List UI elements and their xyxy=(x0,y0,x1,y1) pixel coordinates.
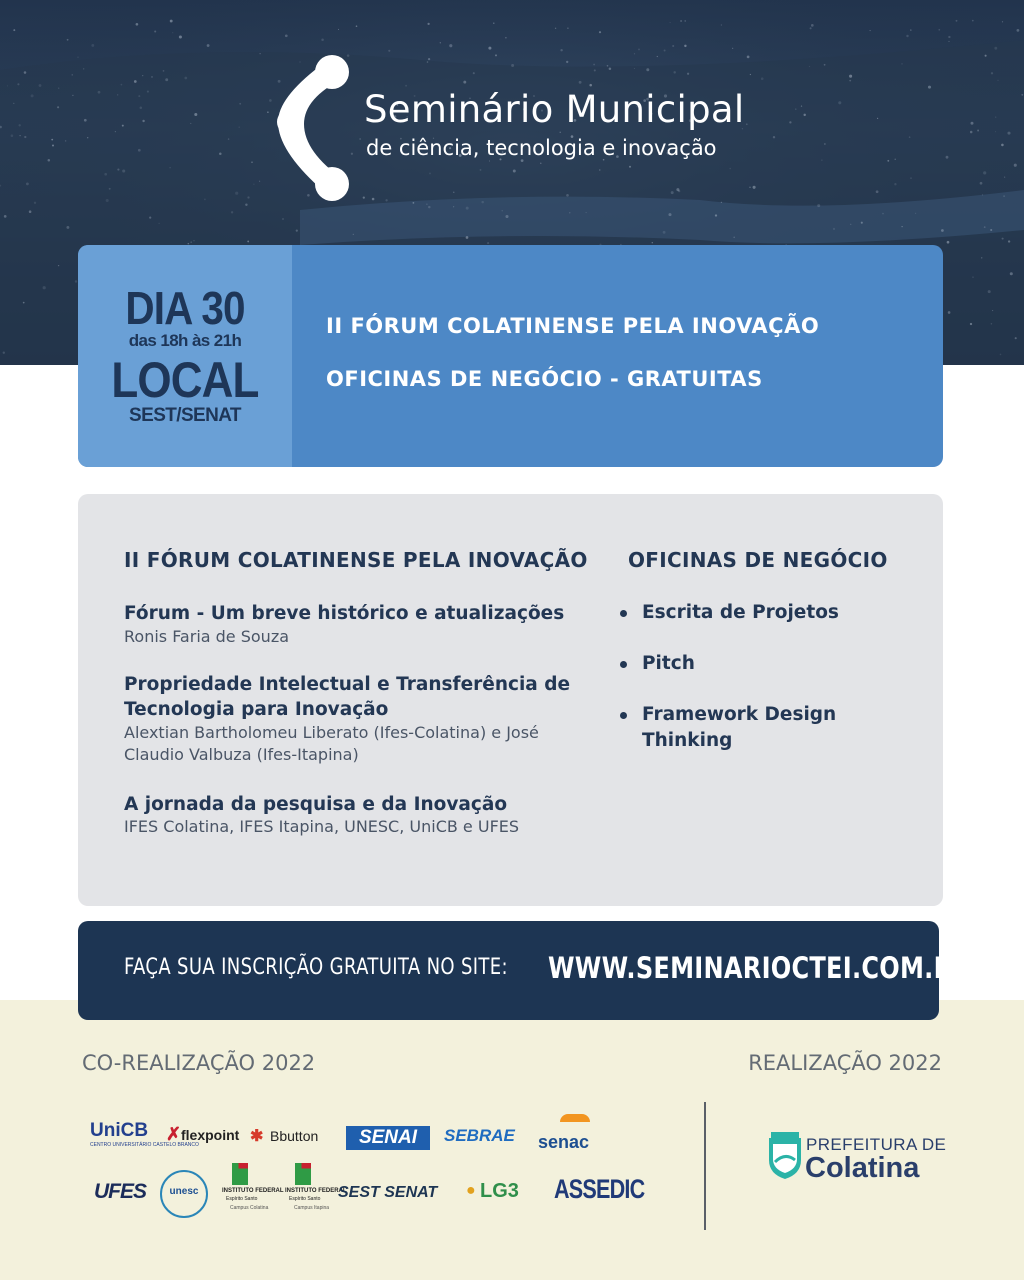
ifes-itapina-campus: Campus Itapina xyxy=(294,1205,330,1211)
bbutton-logo: Bbutton xyxy=(270,1128,319,1144)
bbutton-icon: ✱ xyxy=(250,1128,264,1145)
ufes-logo: UFES xyxy=(94,1180,147,1203)
event-day: DIA 30 xyxy=(125,282,245,334)
forum-heading: II FÓRUM COLATINENSE PELA INOVAÇÃO xyxy=(124,548,588,572)
senac-swoosh-icon xyxy=(560,1114,590,1122)
workshop-item xyxy=(642,651,902,677)
workshop-item xyxy=(642,702,902,754)
workshop-label: Escrita de Projetos xyxy=(642,602,839,623)
lg3-logo: LG3 xyxy=(480,1180,519,1202)
organizer-prefix: PREFEITURA DE xyxy=(806,1135,947,1154)
event-venue: SEST/SENAT xyxy=(129,405,241,426)
workshop-label: Pitch xyxy=(642,653,695,674)
unesc-logo: unesc xyxy=(169,1186,199,1197)
event-info-card xyxy=(78,245,943,467)
workshops-heading: OFICINAS DE NEGÓCIO xyxy=(628,548,888,572)
organizer-label: REALIZAÇÃO 2022 xyxy=(748,1051,942,1075)
event-line-forum: II FÓRUM COLATINENSE PELA INOVAÇÃO xyxy=(326,314,820,338)
talk-title: Fórum - Um breve histórico e atualizações xyxy=(124,603,565,624)
seminar-subtitle: de ciência, tecnologia e inovação xyxy=(366,136,717,160)
senai-logo: SENAI xyxy=(346,1126,430,1150)
senac-logo: senac xyxy=(538,1132,590,1152)
program-panel xyxy=(78,494,943,906)
unicb-tagline: CENTRO UNIVERSITÁRIO CASTELO BRANCO xyxy=(90,1142,199,1148)
ifes-colatina-name: INSTITUTO FEDERAL xyxy=(222,1188,284,1194)
colatina-crest-icon xyxy=(767,1132,803,1180)
footer-divider xyxy=(704,1102,706,1230)
registration-banner xyxy=(78,921,971,1020)
bullet-icon xyxy=(620,712,627,719)
event-time: das 18h às 21h xyxy=(128,331,242,350)
registration-site-link[interactable]: WWW.SEMINARIOCTEI.COM.BR xyxy=(548,951,971,985)
assedic-logo: ASSEDIC xyxy=(554,1174,645,1204)
talk-title: A jornada da pesquisa e da Inovação xyxy=(124,794,508,815)
ifes-colatina-campus: Campus Colatina xyxy=(230,1205,269,1211)
unicb-logo: UniCB xyxy=(90,1120,149,1141)
flexpoint-logo: flexpoint xyxy=(181,1127,240,1143)
sebrae-logo: SEBRAE xyxy=(444,1126,515,1145)
seminar-title: Seminário Municipal xyxy=(364,88,745,131)
ifes-itapina-emblem-icon xyxy=(295,1163,311,1185)
talk-title: Propriedade Intelectual e Transferência de Tecnologia para Inovação xyxy=(124,674,571,720)
date-location-block xyxy=(78,245,292,467)
ifes-itapina-name: INSTITUTO FEDERAL xyxy=(285,1188,347,1194)
seminar-logo-icon xyxy=(270,48,370,208)
registration-label: FAÇA SUA INSCRIÇÃO GRATUITA NO SITE: xyxy=(124,955,508,980)
talk-speaker: Ronis Faria de Souza xyxy=(124,627,290,646)
workshop-label: Framework Design Thinking xyxy=(642,704,837,751)
workshop-item xyxy=(642,600,902,626)
lightbulb-icon: ● xyxy=(466,1182,476,1199)
co-organizers-label: CO-REALIZAÇÃO 2022 xyxy=(82,1051,316,1075)
ifes-itapina-state: Espírito Santo xyxy=(289,1196,321,1202)
location-label: LOCAL xyxy=(111,352,259,408)
organizer-name: Colatina xyxy=(805,1152,920,1184)
ifes-colatina-state: Espírito Santo xyxy=(226,1196,258,1202)
bullet-icon xyxy=(620,610,627,617)
talk-speaker: IFES Colatina, IFES Itapina, UNESC, UniCB e UFES xyxy=(124,817,520,836)
event-line-workshops: OFICINAS DE NEGÓCIO - GRATUITAS xyxy=(326,367,763,391)
flexpoint-icon: ✗ xyxy=(166,1124,182,1144)
talk-speaker: Alextian Bartholomeu Liberato (Ifes-Colatina) e José Claudio Valbuza (Ifes-Itapina) xyxy=(124,723,539,764)
bullet-icon xyxy=(620,661,627,668)
sest-senat-logo: SEST SENAT xyxy=(338,1184,438,1201)
ifes-colatina-emblem-icon xyxy=(232,1163,248,1185)
